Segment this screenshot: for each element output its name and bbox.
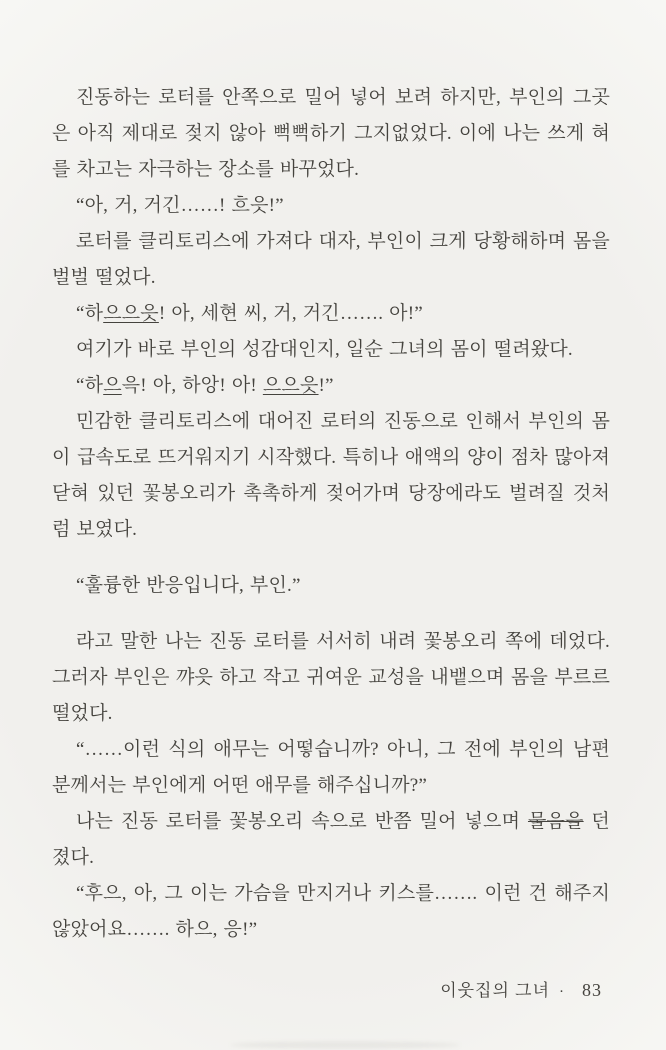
narration-paragraph bbox=[52, 804, 610, 876]
narration-paragraph bbox=[52, 624, 610, 732]
footer-book-title: 이웃집의 그녀 bbox=[440, 981, 550, 1000]
text-segment: 라고 말한 나는 진동 로터를 서서히 내려 꽃봉오리 쪽에 데었다. 그러자 부인은 꺄읏 하고 작고 귀여운 교성을 내뱉으며 몸을 부르르 떨었다. bbox=[52, 631, 610, 724]
text-segment: 로터를 클리토리스에 가져다 대자, 부인이 크게 당황해하며 몸을 벌벌 떨었다. bbox=[52, 231, 610, 288]
dialogue-paragraph bbox=[52, 732, 610, 804]
page-footer bbox=[440, 976, 602, 1001]
text-segment: “하 bbox=[76, 375, 104, 396]
narration-paragraph bbox=[52, 80, 610, 188]
text-segment: 진동하는 로터를 안쪽으로 밀어 넣어 보려 하지만, 부인의 그곳은 아직 제대로 젖지 않아 뻑뻑하기 그지없었다. 이에 나는 쓰게 혀를 차고는 자극하는 장소를 바꾸었다. bbox=[52, 87, 610, 180]
narration-paragraph bbox=[52, 404, 610, 548]
text-segment: !” bbox=[318, 375, 334, 396]
dialogue-paragraph bbox=[52, 296, 610, 332]
dialogue-paragraph bbox=[52, 568, 610, 604]
text-segment: “훌륭한 반응입니다, 부인.” bbox=[76, 575, 301, 596]
struck-text-segment: 물음을 bbox=[527, 811, 584, 832]
footer-separator: · bbox=[559, 984, 565, 1000]
text-segment: 나는 진동 로터를 꽃봉오리 속으로 반쯤 밀어 넣으며 bbox=[76, 811, 528, 832]
text-segment: 던졌다. bbox=[52, 811, 610, 868]
dialogue-paragraph bbox=[52, 368, 610, 404]
dialogue-paragraph bbox=[52, 876, 610, 948]
underlined-text-segment: 으으읏 bbox=[262, 375, 319, 396]
text-segment: “하 bbox=[76, 303, 104, 324]
text-segment: 민감한 클리토리스에 대어진 로터의 진동으로 인해서 부인의 몸이 급속도로 뜨거워지기 시작했다. 특히나 애액의 양이 점차 많아져 닫혀 있던 꽃봉오리가 촉촉하게 젖어가며 당장에라도 벌려질 것처럼 보였다. bbox=[52, 411, 610, 540]
text-segment: 윽! 아, 하앙! 아! bbox=[121, 375, 263, 396]
text-segment: “……이런 식의 애무는 어떻습니까? 아니, 그 전에 부인의 남편 분께서는 부인에게 어떤 애무를 해주십니까?” bbox=[52, 739, 610, 796]
scan-artifact bbox=[230, 1042, 460, 1048]
narration-paragraph bbox=[52, 332, 610, 368]
footer-page-number: 83 bbox=[582, 980, 602, 1000]
underlined-text-segment: 으 bbox=[103, 375, 122, 396]
text-segment: “아, 거, 거긴……! 흐읏!” bbox=[76, 195, 284, 216]
page-body bbox=[52, 80, 610, 948]
underlined-text-segment: 으으읏 bbox=[103, 303, 159, 324]
text-segment: 여기가 바로 부인의 성감대인지, 일순 그녀의 몸이 떨려왔다. bbox=[76, 339, 573, 360]
dialogue-paragraph bbox=[52, 188, 610, 224]
narration-paragraph bbox=[52, 224, 610, 296]
text-segment: ! 아, 세현 씨, 거, 거긴……. 아!” bbox=[158, 303, 423, 324]
text-segment: “후으, 아, 그 이는 가슴을 만지거나 키스를……. 이런 건 해주지 않았어요……. 하으, 응!” bbox=[52, 883, 610, 940]
